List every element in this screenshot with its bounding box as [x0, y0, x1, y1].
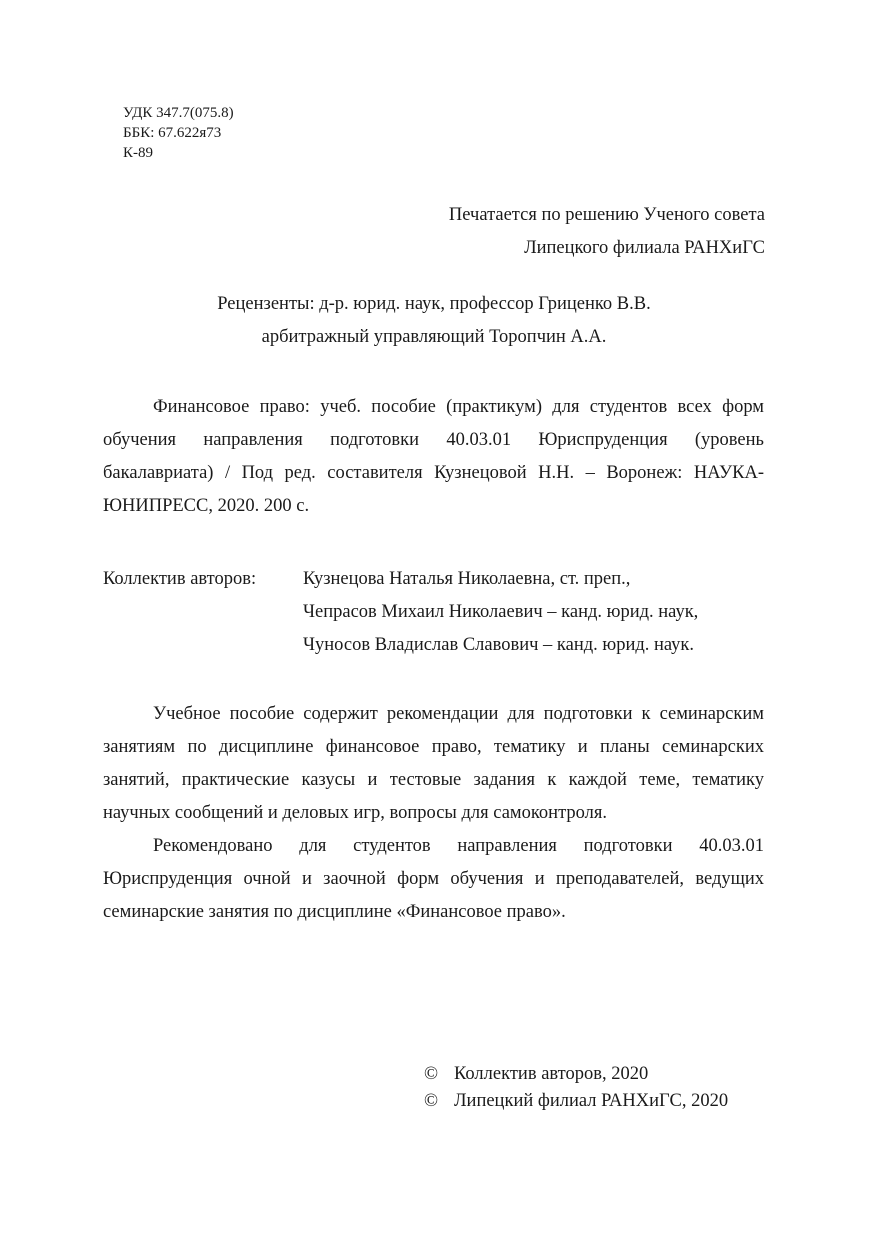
- copyright-row: [424, 1088, 728, 1115]
- copyright-line-1: Коллектив авторов, 2020: [454, 1064, 649, 1084]
- approval-line-2: Липецкого филиала РАНХиГС: [524, 238, 765, 258]
- author-item: Чуносов Владислав Славович – канд. юрид. наук.: [303, 635, 695, 655]
- bibliographic-description: Финансовое право: учеб. пособие (практикум) для студентов всех форм обучения направления подготовки 40.03.01 Юриспруденция (уровень бакалавриата) / Под ред. составителя Кузнецовой Н.Н. – Воронеж: НАУКА-ЮНИПРЕСС, 2020. 200 с.: [103, 397, 764, 516]
- authors-list: [303, 563, 698, 662]
- reviewers-block: [0, 288, 868, 354]
- copyright-row: [424, 1061, 728, 1088]
- classification-block: [123, 103, 234, 163]
- copyright-icon: ©: [424, 1064, 439, 1084]
- authors-label: Коллектив авторов:: [103, 569, 257, 589]
- publication-approval: [449, 199, 765, 265]
- reviewers-line-2: арбитражный управляющий Торопчин А.А.: [261, 327, 607, 347]
- copyright-line-2: Липецкий филиал РАНХиГС, 2020: [454, 1091, 729, 1111]
- abstract-paragraph-2: Рекомендовано для студентов направления подготовки 40.03.01 Юриспруденция очной и заочной форм обучения и преподавателей, ведущих семинарские занятия по дисциплине «Финансовое право».: [103, 836, 764, 922]
- approval-line-1: Печатается по решению Ученого совета: [448, 205, 765, 225]
- abstract-block: [103, 698, 764, 929]
- copyright-block: [424, 1061, 728, 1115]
- author-item: Чепрасов Михаил Николаевич – канд. юрид. наук,: [303, 602, 699, 622]
- udk-code: УДК 347.7(075.8): [123, 105, 234, 121]
- bbk-code: ББК: 67.622я73: [123, 125, 222, 141]
- reviewers-line-1: Рецензенты: д-р. юрид. наук, профессор Гриценко В.В.: [217, 294, 651, 314]
- author-item: Кузнецова Наталья Николаевна, ст. преп.,: [303, 569, 631, 589]
- author-mark: К-89: [123, 145, 153, 161]
- abstract-paragraph-1: Учебное пособие содержит рекомендации для подготовки к семинарским занятиям по дисциплине финансовое право, тематику и планы семинарских занятий, практические казусы и тестовые задания к каждой теме, тематику научных сообщений и деловых игр, вопросы для самоконтроля.: [103, 704, 764, 823]
- copyright-icon: ©: [424, 1091, 439, 1111]
